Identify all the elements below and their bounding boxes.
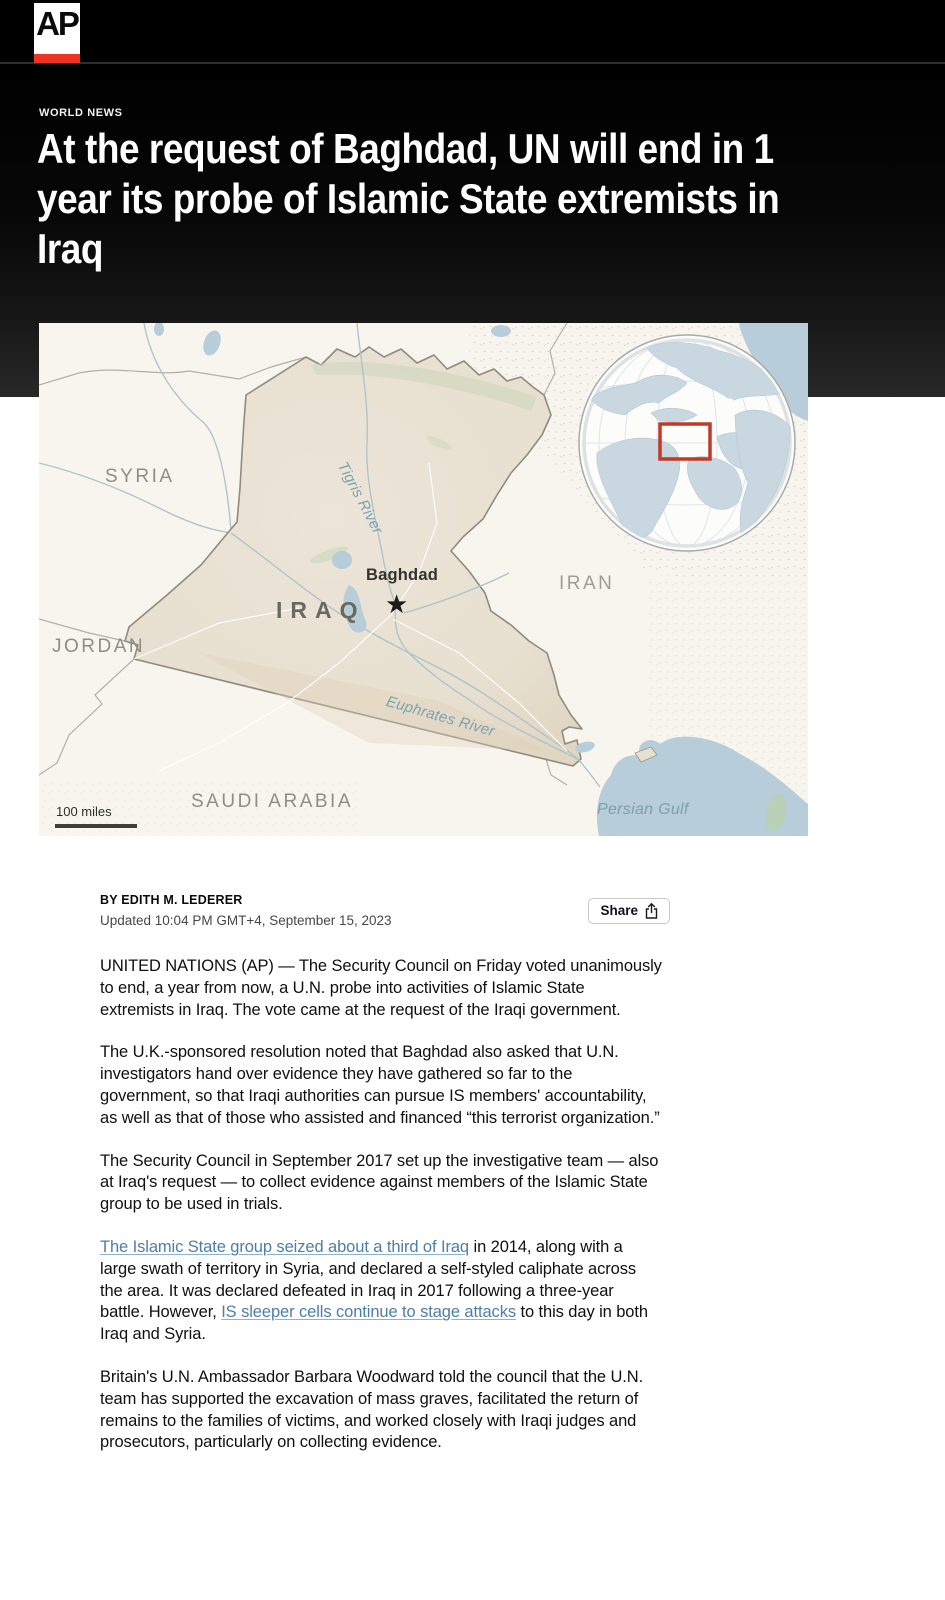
article-paragraph [100, 1237, 662, 1346]
byline-block [100, 893, 392, 928]
share-icon [645, 903, 658, 919]
byline: BY EDITH M. LEDERER [100, 893, 243, 907]
map-label-tigris-river: Tigris River [333, 459, 387, 538]
map-label-iran: IRAN [559, 573, 615, 594]
updated-timestamp: Updated 10:04 PM GMT+4, September 15, 2023 [100, 913, 392, 928]
map-label-jordan: JORDAN [52, 636, 146, 657]
locator-map [39, 323, 808, 836]
globe-locator-inset [579, 335, 795, 551]
paragraph-text: UNITED NATIONS (AP) — The Security Council on Friday voted unanimously to end, a year from now, a U.N. probe into activities of Islamic State extremists in Iraq. The vote came at the request of the Iraqi government. [100, 957, 662, 1019]
article-paragraph [100, 1042, 662, 1129]
ap-logo-text: AP [36, 5, 78, 42]
map-scale-label: 100 miles [56, 804, 112, 819]
map-label-saudi-arabia: SAUDI ARABIA [191, 791, 353, 812]
paragraph-text: in 2014, along with a large swath of territory in Syria, and declared a self-styled caliphate across the area. It was declared defeated in Iraq in 2017 following a three-year battle. However, [100, 1237, 637, 1322]
article-headline: At the request of Baghdad, UN will end in 1 year its probe of Islamic State extremists in Iraq [37, 125, 780, 272]
article-paragraph [100, 1151, 662, 1216]
share-button-label: Share [600, 903, 638, 918]
paragraph-text: The U.K.-sponsored resolution noted that Baghdad also asked that U.N. investigators hand over evidence they have gathered so far to the government, so that Iraqi authorities can pursue IS members' accountability, as well as that of those who assisted and financed “this terrorist organization.” [100, 1043, 660, 1127]
inline-link[interactable]: The Islamic State group seized about a third of Iraq [100, 1237, 470, 1256]
category-link[interactable]: WORLD NEWS [39, 107, 123, 119]
map-label-euphrates-river: Euphrates River [384, 693, 497, 741]
article-container [100, 893, 670, 1475]
byline-row [100, 893, 670, 928]
map-scale-bar [55, 824, 137, 828]
baghdad-star-marker: ★ [385, 589, 409, 619]
article-paragraph [100, 1367, 662, 1454]
map-label-persian-gulf: Persian Gulf [597, 801, 689, 818]
inline-link[interactable]: IS sleeper cells continue to stage attacks [221, 1303, 517, 1322]
paragraph-text: The Security Council in September 2017 set up the investigative team — also at Iraq's request — to collect evidence against members of the Islamic State group to be used in trials. [100, 1151, 659, 1214]
article-paragraph [100, 956, 662, 1021]
ap-logo-red-bar [34, 54, 80, 63]
share-button[interactable] [588, 898, 670, 924]
ap-logo[interactable] [34, 3, 80, 63]
map-label-syria: SYRIA [105, 466, 175, 487]
map-label-iraq: IRAQ [276, 597, 366, 623]
paragraph-text: Britain's U.N. Ambassador Barbara Woodward told the council that the U.N. team has supported the excavation of mass graves, facilitated the return of remains to the families of victims, and worked closely with Iraqi judges and prosecutors, particularly on collecting evidence. [100, 1367, 644, 1452]
article-body [100, 956, 662, 1454]
paragraph-text: to this day in both Iraq and Syria. [100, 1303, 648, 1344]
map-label-baghdad: Baghdad [366, 566, 438, 584]
site-header [0, 0, 945, 64]
